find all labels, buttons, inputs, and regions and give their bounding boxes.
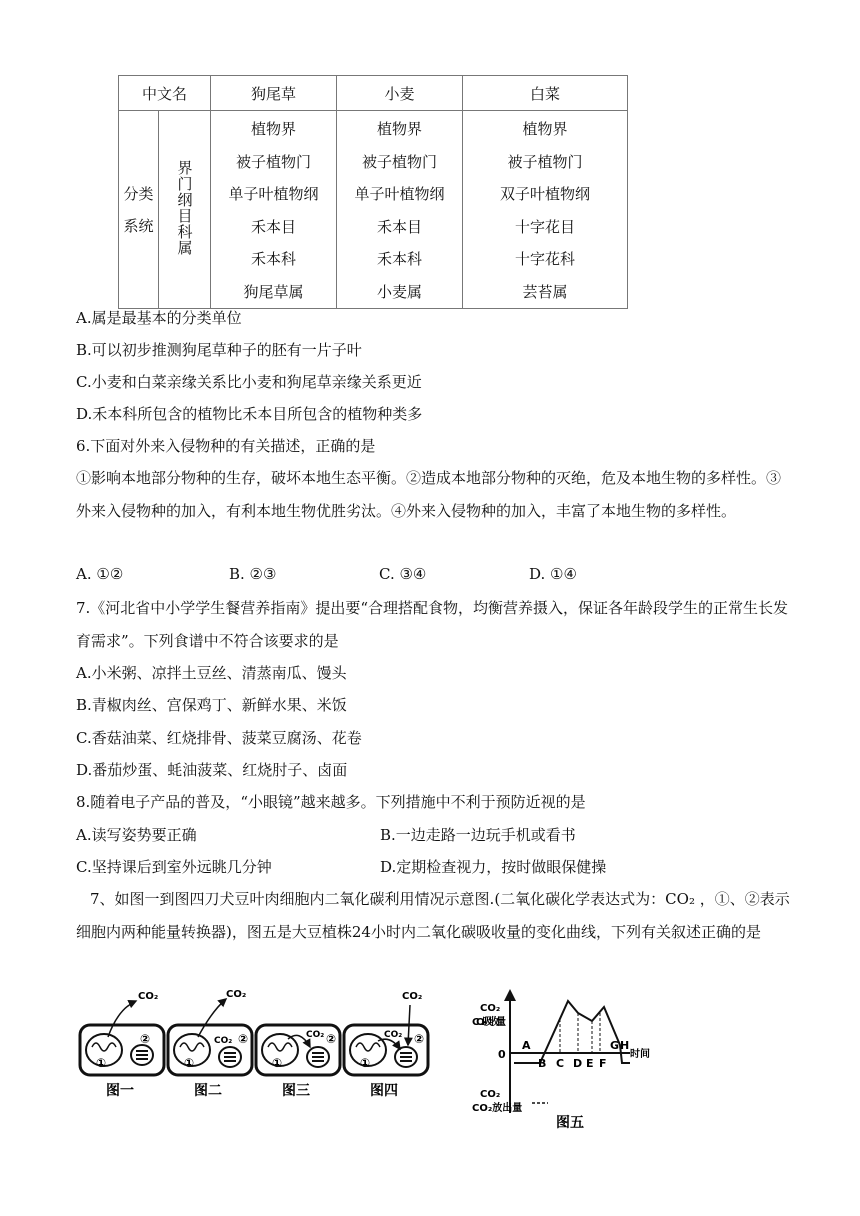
panel-label-1: 图一 (106, 1083, 134, 1099)
organelle-2-label: ② (238, 1032, 249, 1046)
classification-table (118, 75, 628, 309)
panel-label-4: 图四 (370, 1083, 398, 1099)
table-cell: 植物界 (522, 120, 568, 138)
q7b-stem: 7、如图一到图四刀犬豆叶肉细胞内二氧化碳利用情况示意图.(二氧化碳化学表达式为：CO₂ ，①、②表示细胞内两种能量转换器)，图五是大豆植株24小时内二氧化碳吸收量的变化曲线，下列有关叙述正确的是 (76, 890, 790, 941)
q5-option-c: C.小麦和白菜亲缘关系比小麦和狗尾草亲缘关系更近 (76, 373, 422, 391)
table-cell: 双子叶植物纲 (499, 185, 590, 203)
cell-figure-4 (344, 991, 428, 1099)
co2-absorption-graph (472, 991, 650, 1131)
table-cell: 十字花目 (514, 217, 575, 236)
co2-figure (0, 985, 860, 1135)
column-cabbage (463, 111, 628, 309)
co2-label: CO₂ (138, 991, 159, 1002)
table-cell: 狗尾草属 (243, 282, 304, 301)
table-cell: 禾本科 (376, 250, 422, 268)
table-header-foxtail: 狗尾草 (211, 76, 337, 111)
q6-option-a: A. ①② (76, 565, 124, 583)
panel-label-2: 图二 (194, 1083, 222, 1099)
table-cell: 十字花科 (514, 250, 575, 268)
point-label-a: A (522, 1039, 531, 1052)
q7-stem: 7.《河北省中小学学生餐营养指南》提出要“合理搭配食物，均衡营养摄入，保证各年龄段学生的正常生长发育需求”。下列食谱中不符合该要求的是 (76, 599, 788, 650)
q7-option-d: D.番茄炒蛋、蚝油菠菜、红烧肘子、卤面 (76, 761, 348, 779)
q6-option-d: D. ①④ (529, 565, 577, 583)
q6-option-c: C. ③④ (379, 565, 427, 583)
q7-option-b: B.青椒肉丝、宫保鸡丁、新鲜水果、米饭 (76, 696, 347, 714)
column-wheat (337, 111, 463, 309)
table-cell: 被子植物门 (235, 152, 311, 171)
point-label-e: E (586, 1057, 594, 1070)
co2-label: CO₂ (306, 1030, 325, 1040)
organelle-2-label: ② (414, 1032, 425, 1046)
co2-label: CO₂ (384, 1030, 403, 1040)
table-cell: 小麦属 (376, 282, 422, 301)
organelle-1-label: ① (360, 1056, 371, 1070)
q6-body: ①影响本地部分物种的生存，破坏本地生态平衡。②造成本地部分物种的灭绝，危及本地生物的多样性。③外来入侵物种的加入，有利本地生物优胜劣汰。④外来入侵物种的加入，丰富了本地生物的多样性。 (76, 469, 782, 520)
organelle-1-label: ① (184, 1056, 195, 1070)
graph-origin-label: 0 (498, 1048, 506, 1061)
q6-option-b: B. ②③ (229, 565, 277, 583)
cell-figure-1 (80, 991, 164, 1099)
table-header-wheat: 小麦 (337, 76, 463, 111)
table-header-name: 中文名 (119, 76, 211, 111)
q8-option-c: C.坚持课后到室外远眺几分钟 (76, 858, 272, 876)
q8-option-b: B.一边走路一边玩手机或看书 (380, 826, 576, 844)
q8-stem: 8.随着电子产品的普及，“小眼镜”越来越多。下列措施中不利于预防近视的是 (76, 793, 586, 811)
organelle-1-label: ① (272, 1056, 283, 1070)
table-cell: 被子植物门 (507, 152, 583, 171)
table-cell: 禾本目 (250, 217, 296, 236)
point-label-h: H (620, 1039, 630, 1052)
column-foxtail (211, 111, 337, 309)
organelle-2-label: ② (326, 1032, 337, 1046)
q5-option-d: D.禾本科所包含的植物比禾本目所包含的植物种类多 (76, 405, 423, 423)
q6-stem: 6.下面对外来入侵物种的有关描述，正确的是 (76, 437, 376, 455)
table-cell: 植物界 (250, 120, 296, 138)
q8-option-a: A.读写姿势要正确 (76, 826, 197, 844)
point-label-d: D (573, 1057, 583, 1070)
table-cell: 芸苔属 (522, 282, 568, 301)
table-cell: 单子叶植物纲 (354, 185, 445, 203)
co2-label: CO₂ (214, 1036, 233, 1046)
cell-figure-2 (168, 989, 252, 1099)
co2-label: CO₂ (480, 1003, 501, 1014)
q5-option-b: B.可以初步推测狗尾草种子的胚有一片子叶 (76, 341, 362, 359)
point-label-g: G (610, 1039, 620, 1052)
y-axis-bottom-label: CO₂放出量 (472, 1103, 523, 1114)
q8-option-d: D.定期检查视力，按时做眼保健操 (380, 858, 607, 876)
table-cell: 禾本目 (376, 217, 422, 236)
cell-figure-3 (256, 1025, 340, 1099)
panel-label-5: 图五 (556, 1115, 584, 1131)
y-axis-top-label: CO₂吸收量 (472, 1017, 506, 1028)
co2-label: CO₂ (226, 989, 247, 1000)
co2-label: CO₂ (480, 1089, 501, 1100)
table-cell: 单子叶植物纲 (228, 185, 319, 203)
table-cell: 植物界 (376, 120, 422, 138)
organelle-2-label: ② (140, 1032, 151, 1046)
q5-option-a: A.属是最基本的分类单位 (76, 309, 242, 327)
x-axis-label: 时间 (630, 1049, 650, 1060)
row-label-line: 系统 (123, 216, 154, 235)
organelle-1-label: ① (96, 1056, 107, 1070)
point-label-f: F (599, 1057, 607, 1070)
panel-label-3: 图三 (282, 1083, 310, 1099)
table-cell: 禾本科 (250, 250, 296, 268)
rank-label-cell (159, 111, 211, 309)
row-label-classification (119, 111, 159, 309)
point-label-b: B (538, 1057, 547, 1070)
table-cell: 被子植物门 (361, 152, 437, 171)
row-label-line: 分类 (123, 184, 154, 203)
q7-option-a: A.小米粥、凉拌土豆丝、清蒸南瓜、馒头 (76, 664, 347, 682)
rank-label: 界门纲目科属 (175, 159, 194, 256)
co2-label: CO₂ (402, 991, 423, 1002)
point-label-c: C (556, 1057, 565, 1070)
q7-option-c: C.香菇油菜、红烧排骨、菠菜豆腐汤、花卷 (76, 729, 362, 747)
table-header-cabbage: 白菜 (463, 76, 628, 111)
